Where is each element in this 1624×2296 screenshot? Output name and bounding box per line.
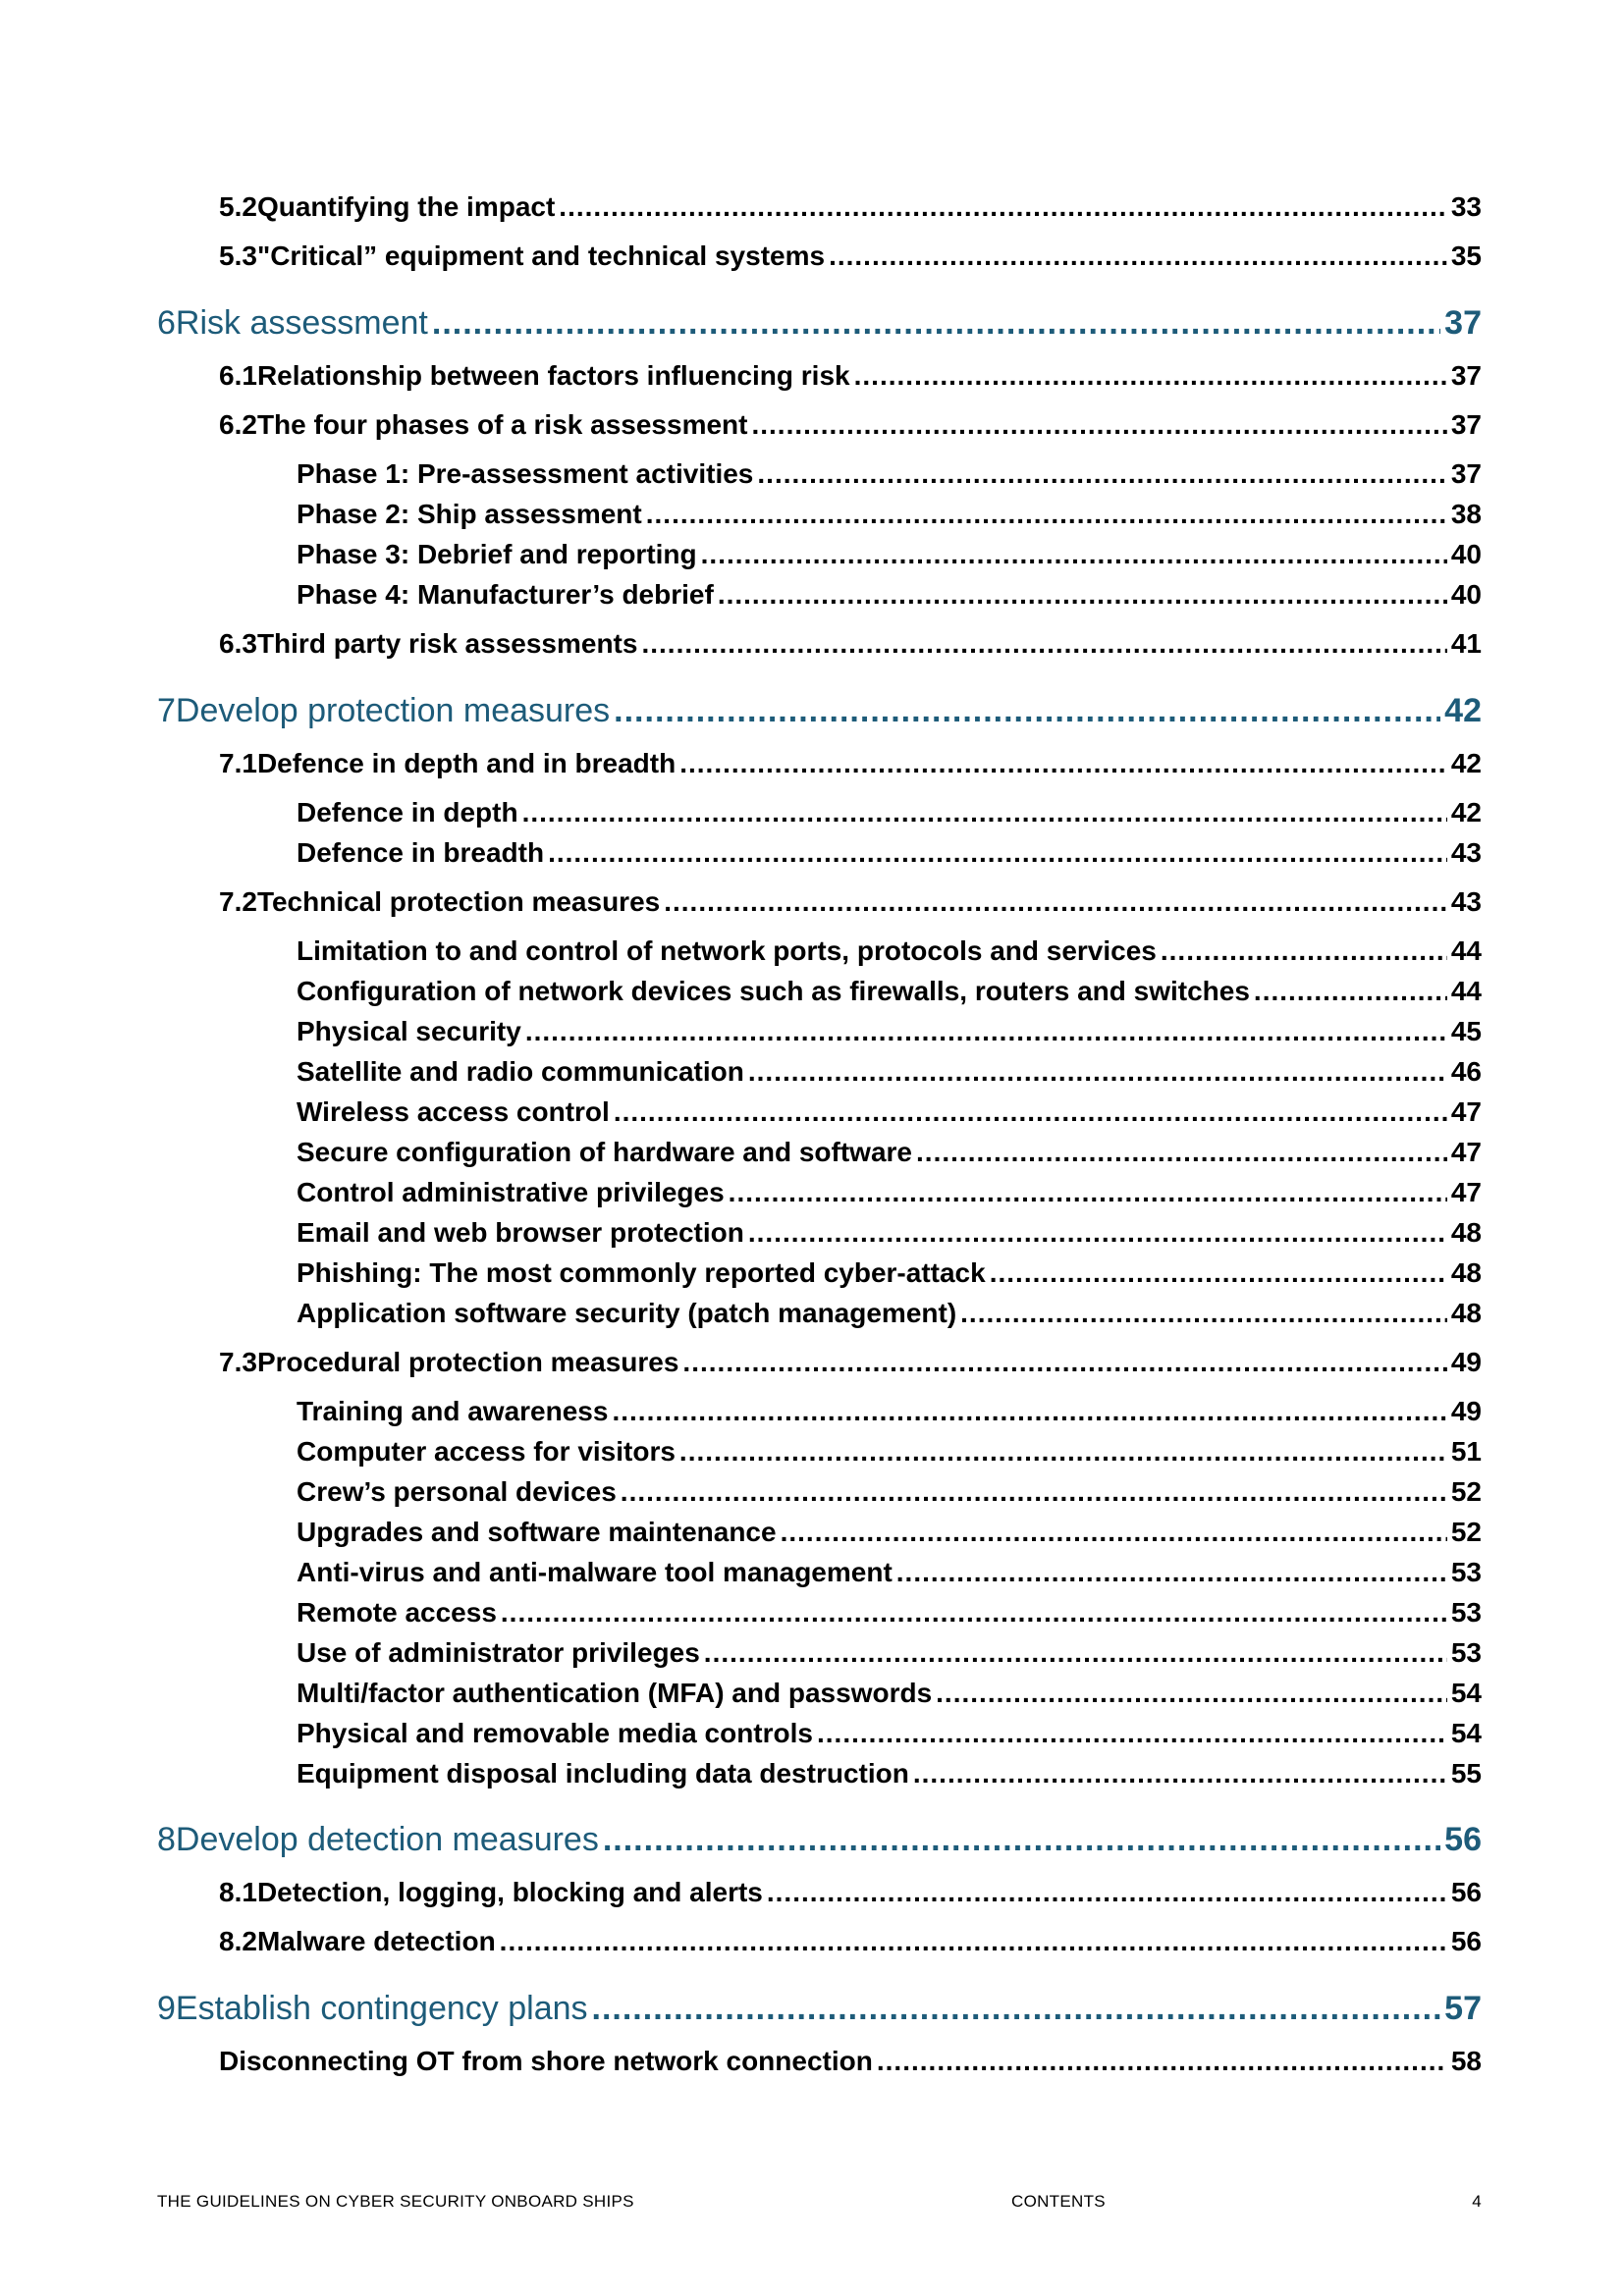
dot-leader [592, 1990, 1441, 2028]
entry-title: Procedural protection measures [256, 1347, 679, 1377]
toc-subentry-phase-1[interactable] [297, 458, 1482, 490]
footer-page-number: 4 [1472, 2192, 1482, 2211]
footer-document-title: THE GUIDELINES ON CYBER SECURITY ONBOARD SHIPS [157, 2192, 634, 2211]
entry-page: 37 [1450, 458, 1482, 489]
entry-title: Malware detection [256, 1926, 496, 1956]
toc-entry-5-2[interactable] [219, 191, 1482, 223]
entry-page: 55 [1450, 1758, 1482, 1789]
dot-leader [679, 1436, 1447, 1468]
entry-page: 37 [1450, 360, 1482, 391]
dot-leader [525, 1016, 1447, 1047]
entry-title: Computer access for visitors [297, 1436, 676, 1467]
toc-subentry[interactable] [297, 1517, 1482, 1548]
entry-title: Secure configuration of hardware and software [297, 1137, 913, 1167]
toc-subentry[interactable] [297, 976, 1482, 1007]
toc-subentry[interactable] [297, 1177, 1482, 1208]
dot-leader [701, 539, 1447, 570]
dot-leader [854, 360, 1447, 392]
entry-title: Equipment disposal including data destruction [297, 1758, 909, 1789]
entry-title: Phase 2: Ship assessment [297, 499, 642, 529]
entry-page: 35 [1450, 240, 1482, 271]
entry-page: 43 [1450, 837, 1482, 868]
entry-title: Email and web browser protection [297, 1217, 744, 1248]
toc-entry-6-1[interactable] [219, 360, 1482, 392]
entry-title: Third party risk assessments [256, 628, 638, 659]
dot-leader [751, 409, 1446, 441]
entry-page: 48 [1450, 1298, 1482, 1328]
toc-subentry[interactable] [297, 1096, 1482, 1128]
entry-page: 53 [1450, 1637, 1482, 1668]
dot-leader [877, 2046, 1447, 2077]
dot-leader [612, 1396, 1446, 1427]
dot-leader [729, 1177, 1447, 1208]
entry-title: Crew’s personal devices [297, 1476, 617, 1507]
entry-title: The four phases of a risk assessment [256, 409, 748, 440]
toc-entry-7-3[interactable] [219, 1347, 1482, 1378]
chapter-number: 6 [157, 304, 176, 342]
toc-subentry[interactable] [297, 1718, 1482, 1749]
entry-title: Phase 4: Manufacturer’s debrief [297, 579, 714, 610]
dot-leader [704, 1637, 1447, 1669]
toc-subentry[interactable] [297, 1476, 1482, 1508]
dot-leader [767, 1877, 1447, 1908]
entry-page: 54 [1450, 1718, 1482, 1748]
entry-page: 40 [1450, 579, 1482, 610]
entry-title: Technical protection measures [256, 886, 661, 917]
toc-entry-6-2[interactable] [219, 409, 1482, 441]
toc-subentry[interactable] [297, 1758, 1482, 1789]
dot-leader [748, 1217, 1447, 1249]
chapter-page: 37 [1444, 304, 1482, 342]
chapter-page: 57 [1444, 1990, 1482, 2027]
entry-page: 49 [1450, 1347, 1482, 1377]
dot-leader [718, 579, 1447, 611]
entry-page: 37 [1450, 409, 1482, 440]
chapter-page: 42 [1444, 692, 1482, 729]
toc-subentry[interactable] [297, 1257, 1482, 1289]
entry-page: 33 [1450, 191, 1482, 222]
entry-number: 5.3 [219, 240, 257, 271]
dot-leader [664, 886, 1447, 918]
entry-page: 41 [1450, 628, 1482, 659]
dot-leader [682, 1347, 1446, 1378]
toc-subentry[interactable] [297, 1056, 1482, 1088]
toc-subentry-defence-breadth[interactable] [297, 837, 1482, 869]
entry-page: 47 [1450, 1177, 1482, 1207]
dot-leader [990, 1257, 1447, 1289]
entry-page: 42 [1450, 797, 1482, 828]
chapter-number: 9 [157, 1990, 176, 2027]
entry-page: 42 [1450, 748, 1482, 778]
entry-page: 44 [1450, 935, 1482, 966]
entry-title: Multi/factor authentication (MFA) and passwords [297, 1678, 933, 1708]
toc-entry-7-2[interactable] [219, 886, 1482, 918]
dot-leader [817, 1718, 1447, 1749]
dot-leader [1161, 935, 1447, 967]
entry-number: 5.2 [219, 191, 257, 222]
toc-subentry[interactable] [297, 1678, 1482, 1709]
entry-title: Remote access [297, 1597, 497, 1628]
dot-leader [913, 1758, 1447, 1789]
dot-leader [936, 1678, 1447, 1709]
entry-title: Defence in depth [297, 797, 518, 828]
entry-page: 47 [1450, 1137, 1482, 1167]
dot-leader [614, 1096, 1447, 1128]
entry-number: 8.2 [219, 1926, 257, 1956]
chapter-number: 8 [157, 1821, 176, 1858]
entry-page: 58 [1450, 2046, 1482, 2076]
entry-title: Anti-virus and anti-malware tool management [297, 1557, 893, 1587]
entry-number: 7.1 [219, 748, 257, 778]
entry-title: Control administrative privileges [297, 1177, 725, 1207]
entry-title: Training and awareness [297, 1396, 609, 1426]
entry-page: 48 [1450, 1257, 1482, 1288]
entry-title: Relationship between factors influencing risk [256, 360, 850, 391]
toc-subentry[interactable] [297, 1436, 1482, 1468]
entry-title: Quantifying the impact [256, 191, 556, 222]
toc-entry-7-1[interactable] [219, 748, 1482, 779]
entry-page: 53 [1450, 1597, 1482, 1628]
toc-subentry[interactable] [297, 1137, 1482, 1168]
footer-section-name: CONTENTS [1011, 2192, 1106, 2211]
entry-number: 8.1 [219, 1877, 257, 1907]
entry-page: 46 [1450, 1056, 1482, 1087]
toc-entry-5-3[interactable] [219, 240, 1482, 272]
toc-subentry-phase-3[interactable] [297, 539, 1482, 570]
entry-number: 7.3 [219, 1347, 257, 1377]
chapter-page: 56 [1444, 1821, 1482, 1858]
dot-leader [896, 1557, 1447, 1588]
chapter-title: Risk assessment [175, 304, 428, 342]
entry-title: Phase 1: Pre-assessment activities [297, 458, 754, 489]
entry-title: "Critical” equipment and technical systems [256, 240, 826, 271]
toc-entry-6-3[interactable] [219, 628, 1482, 660]
entry-page: 51 [1450, 1436, 1482, 1467]
toc-entry-8-1[interactable] [219, 1877, 1482, 1908]
chapter-title: Establish contingency plans [175, 1990, 588, 2027]
toc-subentry-phase-2[interactable] [297, 499, 1482, 530]
entry-number: 6.2 [219, 409, 257, 440]
dot-leader [522, 797, 1447, 828]
dot-leader [781, 1517, 1447, 1548]
dot-leader [559, 191, 1447, 223]
chapter-title: Develop protection measures [175, 692, 611, 729]
entry-page: 44 [1450, 976, 1482, 1006]
dot-leader [916, 1137, 1447, 1168]
entry-title: Use of administrator privileges [297, 1637, 700, 1668]
chapter-title: Develop detection measures [175, 1821, 599, 1858]
entry-title: Wireless access control [297, 1096, 610, 1127]
entry-page: 47 [1450, 1096, 1482, 1127]
toc-subentry[interactable] [297, 1016, 1482, 1047]
dot-leader [614, 692, 1440, 730]
dot-leader [960, 1298, 1447, 1329]
toc-subentry[interactable] [297, 1557, 1482, 1588]
dot-leader [1254, 976, 1447, 1007]
toc-subentry[interactable] [297, 1298, 1482, 1329]
dot-leader [646, 499, 1447, 530]
dot-leader [500, 1926, 1447, 1957]
dot-leader [603, 1821, 1440, 1859]
entry-page: 45 [1450, 1016, 1482, 1046]
entry-page: 52 [1450, 1517, 1482, 1547]
entry-title: Phishing: The most commonly reported cyber-attack [297, 1257, 986, 1288]
toc-chapter-9[interactable] [157, 1990, 1482, 2028]
entry-title: Physical and removable media controls [297, 1718, 813, 1748]
dot-leader [432, 304, 1440, 343]
toc-chapter-8[interactable] [157, 1821, 1482, 1859]
toc-entry-disconnecting-ot[interactable] [219, 2046, 1482, 2077]
entry-page: 48 [1450, 1217, 1482, 1248]
entry-page: 43 [1450, 886, 1482, 917]
toc-entry-8-2[interactable] [219, 1926, 1482, 1957]
entry-title: Satellite and radio communication [297, 1056, 744, 1087]
dot-leader [829, 240, 1447, 272]
entry-title: Phase 3: Debrief and reporting [297, 539, 697, 569]
entry-title: Application software security (patch management) [297, 1298, 957, 1328]
toc-subentry-defence-depth[interactable] [297, 797, 1482, 828]
entry-number: 7.2 [219, 886, 257, 917]
entry-title: Upgrades and software maintenance [297, 1517, 777, 1547]
entry-page: 38 [1450, 499, 1482, 529]
dot-leader [748, 1056, 1447, 1088]
entry-number: 6.1 [219, 360, 257, 391]
entry-page: 56 [1450, 1877, 1482, 1907]
entry-title: Defence in depth and in breadth [256, 748, 677, 778]
entry-number: 6.3 [219, 628, 257, 659]
entry-title: Configuration of network devices such as firewalls, routers and switches [297, 976, 1250, 1006]
dot-leader [641, 628, 1446, 660]
dot-leader [548, 837, 1447, 869]
toc-subentry[interactable] [297, 1217, 1482, 1249]
entry-page: 49 [1450, 1396, 1482, 1426]
dot-leader [501, 1597, 1447, 1629]
entry-page: 54 [1450, 1678, 1482, 1708]
entry-title: Disconnecting OT from shore network connection [219, 2046, 873, 2076]
entry-page: 40 [1450, 539, 1482, 569]
entry-title: Limitation to and control of network ports, protocols and services [297, 935, 1157, 966]
toc-subentry[interactable] [297, 935, 1482, 967]
toc-chapter-7[interactable] [157, 692, 1482, 730]
dot-leader [757, 458, 1446, 490]
toc-chapter-6[interactable] [157, 304, 1482, 343]
entry-title: Defence in breadth [297, 837, 545, 868]
toc-subentry-phase-4[interactable] [297, 579, 1482, 611]
toc-subentry[interactable] [297, 1597, 1482, 1629]
entry-page: 52 [1450, 1476, 1482, 1507]
dot-leader [679, 748, 1447, 779]
dot-leader [621, 1476, 1447, 1508]
entry-title: Detection, logging, blocking and alerts [256, 1877, 763, 1907]
toc-subentry[interactable] [297, 1637, 1482, 1669]
chapter-number: 7 [157, 692, 176, 729]
entry-title: Physical security [297, 1016, 521, 1046]
entry-page: 53 [1450, 1557, 1482, 1587]
toc-subentry[interactable] [297, 1396, 1482, 1427]
entry-page: 56 [1450, 1926, 1482, 1956]
